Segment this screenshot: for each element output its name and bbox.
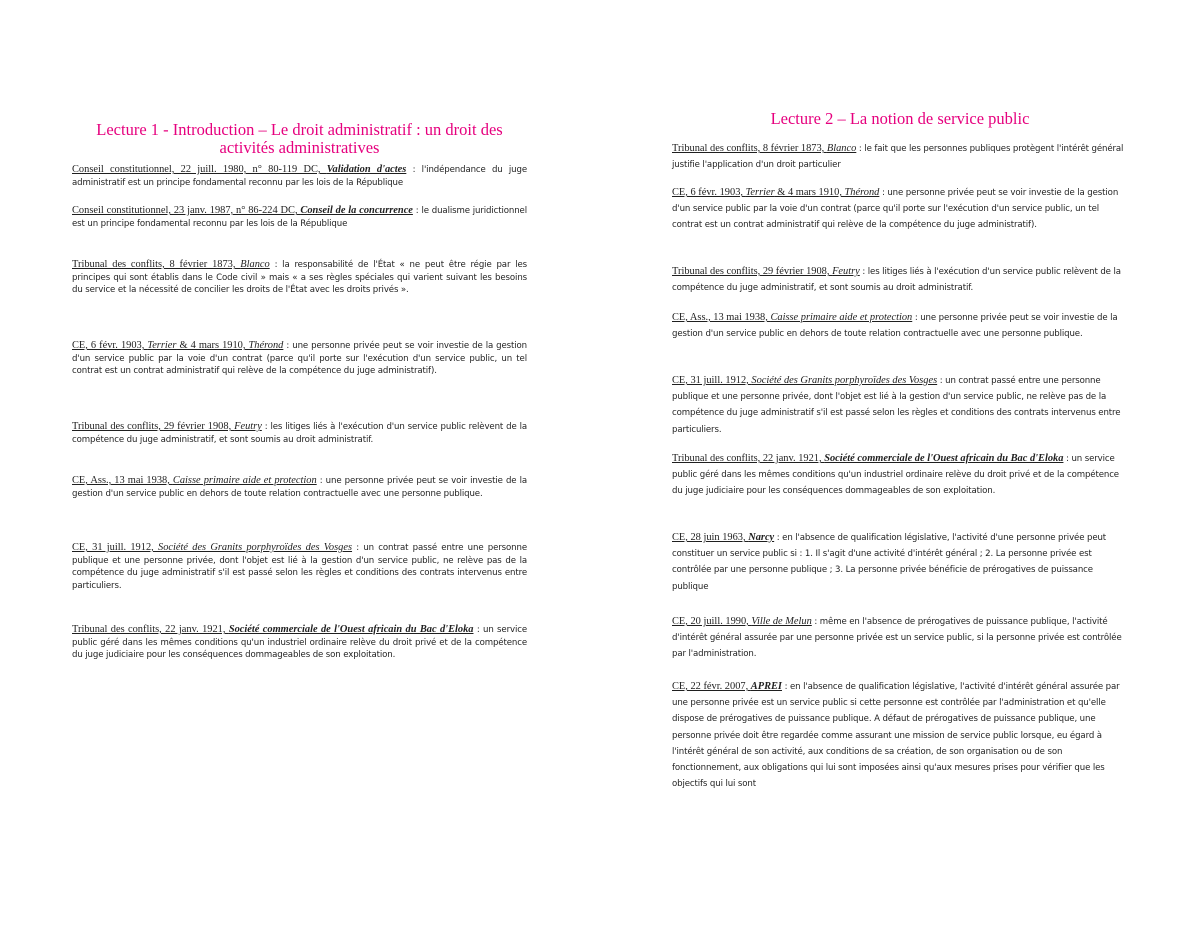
case-citation: Conseil constitutionnel, 22 juill. 1980, n° 80-119 DC, Validation d'actes <box>72 164 407 175</box>
case-entry: Conseil constitutionnel, 22 juill. 1980, n° 80-119 DC, Validation d'actes : l'indépendance du juge administratif est un principe fondamental reconnu par les lois de la République <box>72 164 527 188</box>
case-citation: Tribunal des conflits, 22 janv. 1921, Société commerciale de l'Ouest africain du Bac d'Eloka <box>72 624 474 635</box>
case-citation: CE, 22 févr. 2007, APREI <box>672 681 782 692</box>
case-citation: Tribunal des conflits, 29 février 1908, Feutry <box>672 266 860 277</box>
case-citation: CE, 31 juill. 1912, Société des Granits porphyroïdes des Vosges <box>672 375 938 386</box>
case-entry: CE, 6 févr. 1903, Terrier & 4 mars 1910, Thérond : une personne privée peut se voir investie de la gestion d'un service public par la voie d'un contrat (parce qu'il porte sur l'exécution d'un service public, un tel contrat est un contrat administratif qui relève de la compétence du juge administratif). <box>672 187 1119 231</box>
case-citation: Tribunal des conflits, 29 février 1908, Feutry <box>72 421 262 432</box>
case-entry: CE, 6 févr. 1903, Terrier & 4 mars 1910, Thérond : une personne privée peut se voir investie de la gestion d'un service public par la voie d'un contrat (parce qu'il porte sur l'exécution d'un service public, un tel contrat est un contrat administratif qui relève de la compétence du juge administratif). <box>72 340 528 377</box>
case-citation: Tribunal des conflits, 8 février 1873, Blanco <box>672 143 857 154</box>
case-entry: Tribunal des conflits, 8 février 1873, Blanco : le fait que les personnes publiques protègent l'intérêt général justifie l'application d'un droit particulier <box>672 143 1124 171</box>
case-citation: CE, 20 juill. 1990, Ville de Melun <box>672 616 812 627</box>
case-entry: Tribunal des conflits, 29 février 1908, Feutry : les litiges liés à l'exécution d'un service public relèvent de la compétence du juge administratif, et sont soumis au droit administratif. <box>72 421 527 445</box>
case-entry: CE, 31 juill. 1912, Société des Granits porphyroïdes des Vosges : un contrat passé entre une personne publique et une personne privée, dont l'objet est lié à la gestion d'un service public, ne relève pas de la compétence du juge administratif s'il est passé selon les règles et conditions des contrats intervenus entre particuliers. <box>672 375 1121 435</box>
case-citation: CE, 6 févr. 1903, Terrier & 4 mars 1910, Thérond <box>672 187 880 198</box>
case-entry: CE, Ass., 13 mai 1938, Caisse primaire aide et protection : une personne privée peut se voir investie de la gestion d'un service public en dehors de toute relation contractuelle avec une personne publique. <box>72 475 527 499</box>
case-entry: Tribunal des conflits, 22 janv. 1921, Société commerciale de l'Ouest africain du Bac d'Eloka : un service public géré dans les mêmes conditions qu'un industriel ordinaire relève du droit privé et de la compétence du juge judiciaire pour les conséquences dommageables de son exploitation. <box>72 624 528 661</box>
case-entry: Tribunal des conflits, 8 février 1873, Blanco : la responsabilité de l'État « ne peut être régie par les principes qui sont établis dans le Code civil » mais « a ses règles spéciales qui varient suivant les besoins du service et la nécessité de concilier les droits de l'État avec les droits privés ». <box>72 259 527 296</box>
case-entry: CE, 22 févr. 2007, APREI : en l'absence de qualification législative, l'activité d'intérêt général assurée par une personne privée est un service public si cette personne est contrôlée par l'administration et qu'elle dispose de prérogatives de puissance publique. A défaut de prérogatives de puissance publique, une personne privée doit être regardée comme assurant une mission de service public lorsque, eu égard à l'intérêt général de son activité, aux conditions de sa création, de son organisation ou de son fonctionnement, aux obligations qui lui sont imposées ainsi qu'aux mesures prises pour vérifier que les objectifs qui lui sont <box>672 681 1120 790</box>
case-citation: CE, 6 févr. 1903, Terrier & 4 mars 1910, Thérond <box>72 340 284 351</box>
case-citation: Tribunal des conflits, 8 février 1873, Blanco <box>72 259 270 270</box>
case-entry: Conseil constitutionnel, 23 janv. 1987, n° 86-224 DC, Conseil de la concurrence : le dualisme juridictionnel est un principe fondamental reconnu par les lois de la République <box>72 205 527 229</box>
case-citation: Tribunal des conflits, 22 janv. 1921, Société commerciale de l'Ouest africain du Bac d'Eloka <box>672 453 1064 464</box>
lecture-2-title: Lecture 2 – La notion de service public <box>770 109 1030 128</box>
case-citation: CE, 31 juill. 1912, Société des Granits porphyroïdes des Vosges <box>72 542 353 553</box>
case-citation: Conseil constitutionnel, 23 janv. 1987, n° 86-224 DC, Conseil de la concurrence <box>72 205 413 216</box>
lecture-1-title: Lecture 1 - Introduction – Le droit administratif : un droit des activités administratives <box>96 120 503 157</box>
case-entry: CE, 20 juill. 1990, Ville de Melun : même en l'absence de prérogatives de puissance publique, l'activité d'intérêt général assurée par une personne privée est un service public, si la personne privée est contrôlée par l'administration. <box>672 616 1122 660</box>
case-citation: CE, Ass., 13 mai 1938, Caisse primaire aide et protection <box>672 312 913 323</box>
case-citation: CE, Ass., 13 mai 1938, Caisse primaire aide et protection <box>72 475 317 486</box>
case-citation: CE, 28 juin 1963, Narcy <box>672 532 775 543</box>
case-entry: CE, 31 juill. 1912, Société des Granits porphyroïdes des Vosges : un contrat passé entre une personne publique et une personne privée, dont l'objet est lié à la gestion d'un service public, ne relève pas de la compétence du juge administratif s'il est passé selon les règles et conditions des contrats intervenus entre particuliers. <box>72 542 527 592</box>
case-entry: Tribunal des conflits, 22 janv. 1921, Société commerciale de l'Ouest africain du Bac d'Eloka : un service public géré dans les mêmes conditions qu'un industriel ordinaire relève du droit privé et de la compétence du juge judiciaire pour les conséquences dommageables de son exploitation. <box>672 453 1119 497</box>
case-entry: CE, Ass., 13 mai 1938, Caisse primaire aide et protection : une personne privée peut se voir investie de la gestion d'un service public en dehors de toute relation contractuelle avec une personne publique. <box>672 312 1118 340</box>
case-entry: CE, 28 juin 1963, Narcy : en l'absence de qualification législative, l'activité d'une personne privée peut constituer un service public si : 1. Il s'agit d'une activité d'intérêt général ; 2. La personne privée est contrôlée par une personne publique ; 3. La personne privée bénéficie de prérogatives de puissance publique <box>672 532 1107 592</box>
case-entry: Tribunal des conflits, 29 février 1908, Feutry : les litiges liés à l'exécution d'un service public relèvent de la compétence du juge administratif, et sont soumis au droit administratif. <box>672 266 1121 294</box>
